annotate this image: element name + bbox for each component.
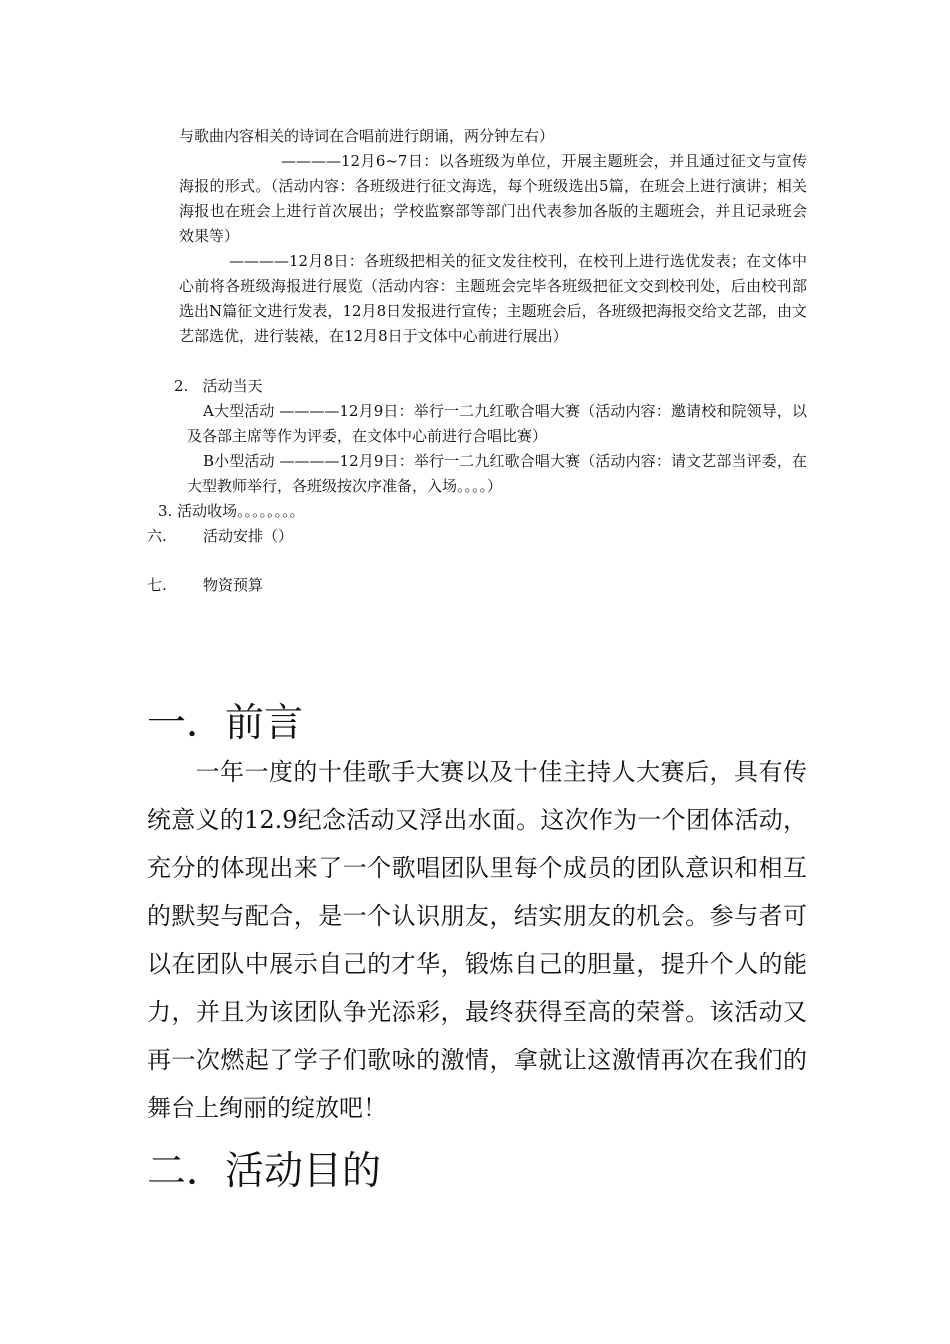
preface-text: 一年一度的十佳歌手大赛以及十佳主持人大赛后，具有传统意义的12.9纪念活动又浮出水面。这次作为一个团体活动，充分的体现出来了一个歌唱团队里每个成员的团队意识和相互的默契与配合，是一个认识朋友，结实朋友的机会。参与者可以在团队中展示自己的才华，锻炼自己的胆量，提升个人的能力，并且为该团队争光添彩，最终获得至高的荣誉。该活动又再一次燃起了学子们歌咏的激情，拿就让这激情再次在我们的舞台上绚丽的绽放吧！ [147,758,807,1122]
activity-large-paragraph: A大型活动 ————12月9日：举行一二九红歌合唱大赛（活动内容：邀请校和院领导，以及各部主席等作为评委，在文体中心前进行合唱比赛） [187,402,807,445]
heading-activity-purpose: 二．活动目的 [147,1149,382,1194]
preface-paragraph [147,748,807,1132]
section-six-label: 活动安排（） [203,527,294,545]
section-six [147,524,293,549]
list-item-activity-day: 2. 活动当天 [174,377,263,395]
schedule-paragraph-dec6-7: ————12月6~7日：以各班级为单位，开展主题班会，并且通过征文与宣传海报的形式。（活动内容：各班级进行征文海选，每个班级选出5篇，在班会上进行演讲；相关海报也在班会上进行首次展出；学校监察部等部门出代表参加各版的主题班会，并且记录班会效果等） [179,152,807,245]
section-seven-label: 物资预算 [203,576,264,594]
section-seven [147,573,263,598]
schedule-paragraph-dec8: ————12月8日：各班级把相关的征文发往校刊，在校刊上进行选优发表；在文体中心前将各班级海报进行展览（活动内容：主题班会完毕各班级把征文交到校刊处，后由校刊部选出N篇征文进行发表，12月8日发报进行宣传；主题班会后，各班级把海报交给文艺部，由文艺部选优，进行装裱，在12月8日于文体中心前进行展出） [179,252,807,345]
section-six-number: 六. [147,527,167,545]
list-item-closing: 3. 活动收场。。。。。。。。 [158,502,305,520]
section-seven-number: 七. [147,576,167,594]
activity-small-paragraph: B小型活动 ————12月9日：举行一二九红歌合唱大赛（活动内容：请文艺部当评委，在大型教师举行，各班级按次序准备，入场。。。。） [187,452,807,495]
text-line: 与歌曲内容相关的诗词在合唱前进行朗诵，两分钟左右） [179,127,555,145]
heading-preface: 一．前言 [147,701,304,746]
